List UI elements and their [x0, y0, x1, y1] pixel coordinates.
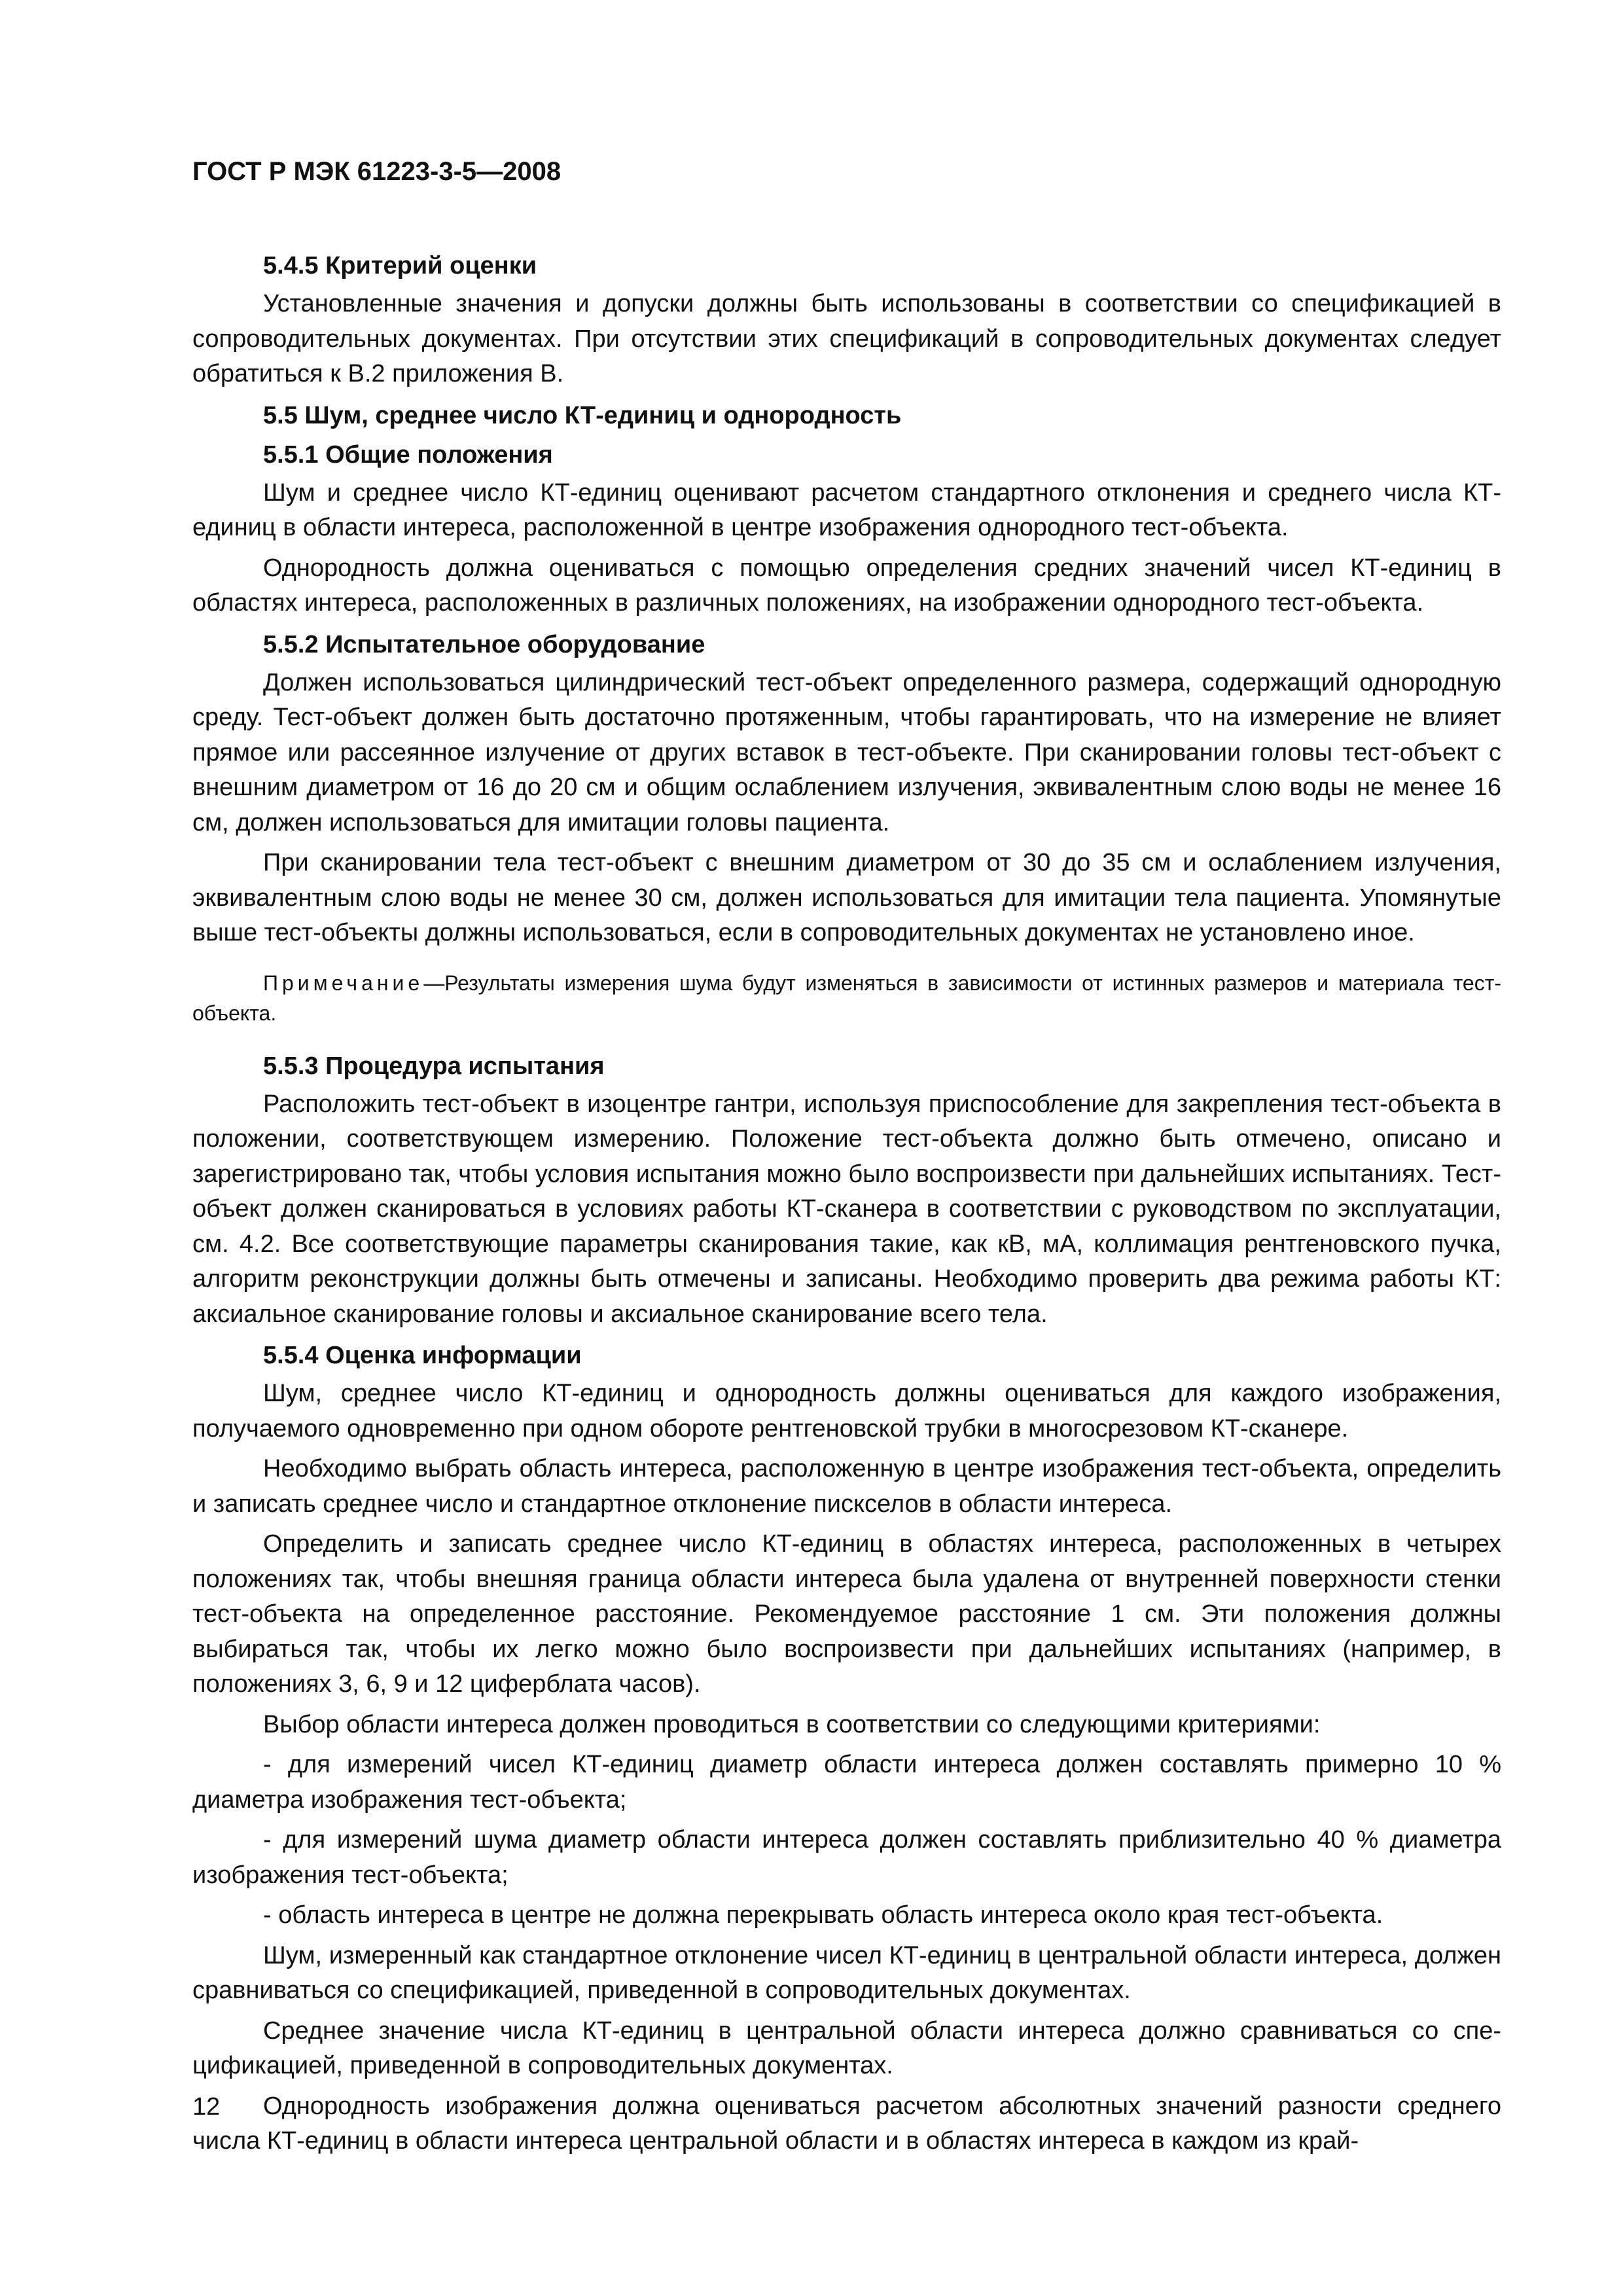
paragraph: Выбор области интереса должен проводиться в соответствии со следующими критериями:	[263, 1710, 1321, 1738]
paragraph: Шум, среднее число КТ-единиц и однородность должны оцениваться для каждого изображения, получаемого одновременно при одном обороте рентгеновской трубки в многосрезовом КТ-сканере.	[192, 1380, 1501, 1443]
paragraph: Необходимо выбрать область интереса, расположенную в центре изображения тест-объекта, определить и записать среднее число и стандартное отклонение пискселов в области интереса.	[192, 1455, 1501, 1518]
paragraph: Шум, измеренный как стандартное отклонение чисел КТ-единиц в центральной области интереса, должен сравниваться со спецификацией, приведенной в сопроводительных документах.	[192, 1941, 1501, 2004]
section-5-4-5-title: 5.4.5 Критерий оценки	[263, 252, 537, 279]
document-page	[192, 152, 1501, 2164]
paragraph: Среднее значение числа КТ-единиц в центральной области интереса должно сравниваться со спецификацией, приведенной в сопроводительных документах.	[192, 2017, 1501, 2079]
paragraph: Должен использоваться цилиндрический тест-объект определенного размера, содержащий однородную среду. Тест-объект должен быть достаточно протяженным, чтобы гарантировать, что на измерение не влияет прямое или рассеянное излучение от других вставок в тест-объекте. При сканировании головы тест-объект с внешним диаметром от 16 до 20 см и общим ослаблением излучения, эквивалентным слою воды не менее 16 см, должен использоваться для имитации головы пациента.	[192, 668, 1501, 836]
page-number: 12	[192, 2093, 221, 2121]
section-5-5-4-title: 5.5.4 Оценка информации	[263, 1342, 582, 1369]
list-item: - для измерений чисел КТ-единиц диаметр области интереса должен составлять примерно 10 % диаметра изображения тест-объекта;	[192, 1751, 1501, 1814]
paragraph: При сканировании тела тест-объект с внешним диаметром от 30 до 35 см и ослаблением излучения, эквивалентным слою воды не менее 30 см, должен использоваться для имитации тела пациента. Упомянутые выше тест-объекты должны использоваться, если в сопроводительных документах не установлено иное.	[192, 849, 1501, 946]
paragraph: Шум и среднее число КТ-единиц оценивают расчетом стандартного отклонения и среднего числа КТ-единиц в области интереса, расположенной в центре изображения однородного тест-объекта.	[192, 478, 1501, 541]
section-5-5-title: 5.5 Шум, среднее число КТ-единиц и однородность	[263, 401, 902, 429]
note	[192, 968, 1501, 1028]
section-5-5-3-title: 5.5.3 Процедура испытания	[263, 1052, 605, 1080]
paragraph: Однородность должна оцениваться с помощью определения средних значений чисел КТ-единиц в областях интереса, расположенных в различных положениях, на изображении однородного тест-объекта.	[192, 554, 1501, 617]
paragraph: Расположить тест-объект в изоцентре гантри, используя приспособление для закрепления тест-объекта в положении, соответствующем измерению. Положение тест-объекта должно быть отмечено, описано и зарегистрировано так, чтобы условия испытания можно было воспроизвести при дальнейших испытаниях. Тест-объект должен сканироваться в условиях работы КТ-сканера в соответствии с руководством по эксплуатации, см. 4.2. Все соответствующие параметры сканирования такие, как кВ, мА, коллимация рентгеновского пучка, алгоритм реконструкции должны быть отмечены и записаны. Необходимо проверить два режима работы КТ: аксиальное сканирование головы и аксиальное сканирование всего тела.	[192, 1090, 1501, 1328]
list-item: - область интереса в центре не должна перекрывать область интереса около края тест-объекта.	[263, 1901, 1383, 1929]
list-item: - для измерений шума диаметр области интереса должен составлять приблизительно 40 % диаметра изображения тест-объекта;	[192, 1826, 1501, 1889]
paragraph: Установленные значения и допуски должны быть использованы в соответствии со спецификацией в сопроводительных документах. При отсутствии этих спецификаций в сопроводительных документах следует обратиться к В.2 приложения В.	[192, 290, 1501, 387]
paragraph: Однородность изображения должна оцениваться расчетом абсолютных значений разности среднего числа КТ-единиц в области интереса центральной области и в областях интереса в каждом из край-	[192, 2092, 1501, 2155]
note-text: —Результаты измерения шума будут изменяться в зависимости от истинных размеров и материала тест-объекта.	[192, 971, 1501, 1025]
section-5-5-1-title: 5.5.1 Общие положения	[263, 440, 553, 469]
section-5-5-2-title: 5.5.2 Испытательное оборудование	[263, 630, 705, 658]
note-label: Примечание	[263, 971, 424, 995]
document-header: ГОСТ Р МЭК 61223-3-5—2008	[192, 157, 562, 186]
paragraph: Определить и записать среднее число КТ-единиц в областях интереса, расположенных в четырех положениях так, чтобы внешняя граница области интереса была удалена от внутренней поверхности стенки тест-объекта на определенное расстояние. Рекомендуемое расстояние 1 см. Эти положения должны выбираться так, чтобы их легко можно было воспроизвести при дальнейших испытаниях (например, в положениях 3, 6, 9 и 12 циферблата часов).	[192, 1530, 1501, 1698]
